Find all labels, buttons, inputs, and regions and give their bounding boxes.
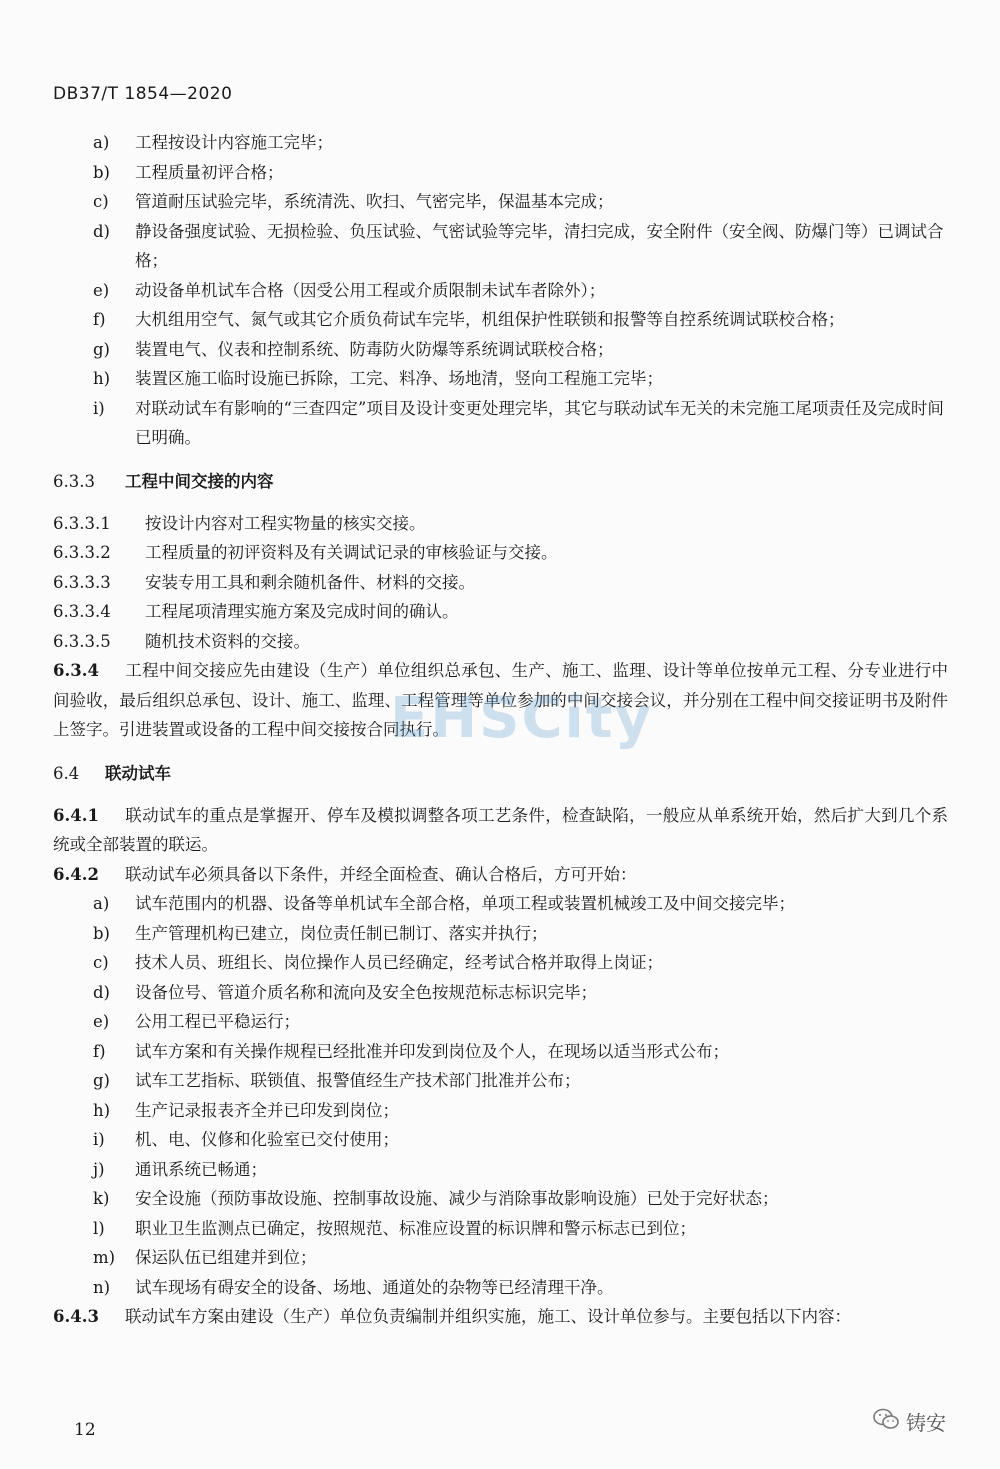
list-label: g) [93,1071,110,1090]
list-text: 设备位号、管道介质名称和流向及安全色按规范标志标识完毕； [135,982,597,1002]
clause-text: 工程质量的初评资料及有关调试记录的审核验证与交接。 [145,543,558,562]
list-label: f) [93,1041,106,1061]
list-label: h) [93,1100,111,1120]
list-text: 生产管理机构已建立，岗位责任制已制订、落实并执行； [135,923,548,943]
list-label: c) [93,953,109,972]
list-text: 管道耐压试验完毕，系统清洗、吹扫、气密完毕，保温基本完成； [135,192,614,211]
list-label: e) [93,280,110,300]
list-item [53,1037,948,1067]
clause-text: 联动试车方案由建设（生产）单位负责编制并组织实施，施工、设计单位参与。主要包括以下内容： [125,1307,851,1326]
list-label: g) [93,339,110,359]
list-text: 工程按设计内容施工完毕； [135,133,333,152]
clause-number: 6.3.3.5 [53,631,111,651]
list-conditions-2 [53,889,948,1302]
clause-6-3-3-5 [53,627,948,657]
list-item [53,978,948,1008]
list-label: d) [93,221,110,241]
list-item [53,1096,948,1126]
list-text: 公用工程已平稳运行； [135,1012,300,1031]
list-label: d) [93,982,110,1002]
list-label: f) [93,310,106,329]
list-item [53,394,948,453]
clause-6-3-3-4 [53,597,948,627]
clause-number: 6.4.3 [53,1307,99,1326]
clause-6-3-3-2 [53,538,948,568]
list-item [53,187,948,217]
list-label: h) [93,369,111,388]
list-text: 通讯系统已畅通； [135,1159,267,1179]
clause-text: 按设计内容对工程实物量的核实交接。 [145,513,426,533]
list-text: 生产记录报表齐全并已印发到岗位； [135,1100,399,1120]
list-item [53,889,948,919]
clause-text: 随机技术资料的交接。 [145,631,310,651]
list-label: j) [93,1159,105,1179]
list-label: n) [93,1277,111,1297]
list-label: i) [93,1130,105,1149]
list-text: 静设备强度试验、无损检验、负压试验、气密试验等完毕，清扫完成，安全附件（安全阀、防爆门等）已调试合格； [135,221,944,270]
watermark: EHSCity [390,686,654,751]
list-label: k) [93,1189,110,1208]
section-heading-6-3-3 [53,467,948,497]
page-number: 12 [74,1420,96,1440]
list-item [53,276,948,306]
list-label: c) [93,192,109,211]
list-conditions-1 [53,128,948,453]
list-item [53,364,948,394]
list-text: 试车范围内的机器、设备等单机试车全部合格，单项工程或装置机械竣工及中间交接完毕； [135,894,795,913]
clause-number: 6.3.3.4 [53,602,111,621]
clause-text: 联动试车的重点是掌握开、停车及模拟调整各项工艺条件，检查缺陷，一般应从单系统开始，然后扩大到几个系统或全部装置的联运。 [53,805,948,854]
clause-6-4-1 [53,801,948,860]
list-item [53,1007,948,1037]
clause-number: 6.4.1 [53,805,99,825]
list-label: a) [93,894,110,913]
list-text: 装置电气、仪表和控制系统、防毒防火防爆等系统调试联校合格； [135,339,614,359]
list-item [53,948,948,978]
list-item [53,1273,948,1303]
clause-text: 工程尾项清理实施方案及完成时间的确认。 [145,602,459,621]
list-text: 工程质量初评合格； [135,162,284,182]
section-title: 联动试车 [105,763,171,783]
list-text: 对联动试车有影响的“三查四定”项目及设计变更处理完毕，其它与联动试车无关的未完施工尾项责任及完成时间已明确。 [135,398,944,447]
list-label: i) [93,398,105,418]
list-item [53,128,948,158]
clause-6-4-3 [53,1302,948,1332]
header-code: DB37/T 1854—2020 [53,84,233,104]
clause-number: 6.3.3.3 [53,572,111,592]
list-label: b) [93,162,110,182]
list-item [53,1125,948,1155]
clause-number: 6.3.3.1 [53,513,111,533]
clause-number: 6.3.3.2 [53,543,111,562]
list-text: 安全设施（预防事故设施、控制事故设施、减少与消除事故影响设施）已处于完好状态； [135,1189,779,1208]
list-item [53,158,948,188]
clause-text: 工程中间交接应先由建设（生产）单位组织总承包、生产、施工、监理、设计等单位按单元工程、分专业进行中间验收，最后组织总承包、设计、施工、监理、工程管理等单位参加的中间交接会议，并分别在工程中间交接证明书及附件上签字。引进装置或设备的工程中间交接按合同执行。 [53,661,948,739]
list-text: 试车工艺指标、联锁值、报警值经生产技术部门批准并公布； [135,1071,581,1090]
list-label: e) [93,1012,110,1031]
list-item [53,1155,948,1185]
clause-number: 6.4.2 [53,864,99,884]
list-item [53,305,948,335]
brand-logo [872,1407,946,1436]
wechat-icon [872,1407,900,1436]
list-text: 动设备单机试车合格（因受公用工程或介质限制未试车者除外）； [135,280,606,300]
clause-6-4-2 [53,860,948,890]
section-title: 工程中间交接的内容 [125,471,274,491]
list-label: l) [93,1218,105,1238]
brand-name: 铸安 [906,1411,946,1435]
list-label: a) [93,133,110,152]
list-item [53,1243,948,1273]
section-number: 6.3.3 [53,471,95,491]
clause-text: 联动试车必须具备以下条件，并经全面检查、确认合格后，方可开始： [125,864,637,884]
list-text: 技术人员、班组长、岗位操作人员已经确定，经考试合格并取得上岗证； [135,953,663,972]
clause-6-3-3-3 [53,568,948,598]
clause-6-3-3-1 [53,509,948,539]
list-text: 机、电、仪修和化验室已交付使用； [135,1130,399,1149]
list-item [53,1184,948,1214]
clause-text: 安装专用工具和剩余随机备件、材料的交接。 [145,572,475,592]
list-text: 试车现场有碍安全的设备、场地、通道处的杂物等已经清理干净。 [135,1277,614,1297]
list-item [53,217,948,276]
list-item [53,335,948,365]
list-label: b) [93,923,110,943]
clause-number: 6.3.4 [53,661,99,680]
list-label: m) [93,1248,116,1267]
section-heading-6-4 [53,759,948,789]
list-text: 职业卫生监测点已确定，按照规范、标准应设置的标识牌和警示标志已到位； [135,1218,696,1238]
list-text: 保运队伍已组建并到位； [135,1248,317,1267]
list-item [53,919,948,949]
list-text: 大机组用空气、氮气或其它介质负荷试车完毕，机组保护性联锁和报警等自控系统调试联校合格； [135,310,845,329]
list-text: 装置区施工临时设施已拆除，工完、料净、场地清，竖向工程施工完毕； [135,369,663,388]
section-number: 6.4 [53,763,80,783]
list-item [53,1066,948,1096]
list-text: 试车方案和有关操作规程已经批准并印发到岗位及个人，在现场以适当形式公布； [135,1041,729,1061]
list-item [53,1214,948,1244]
